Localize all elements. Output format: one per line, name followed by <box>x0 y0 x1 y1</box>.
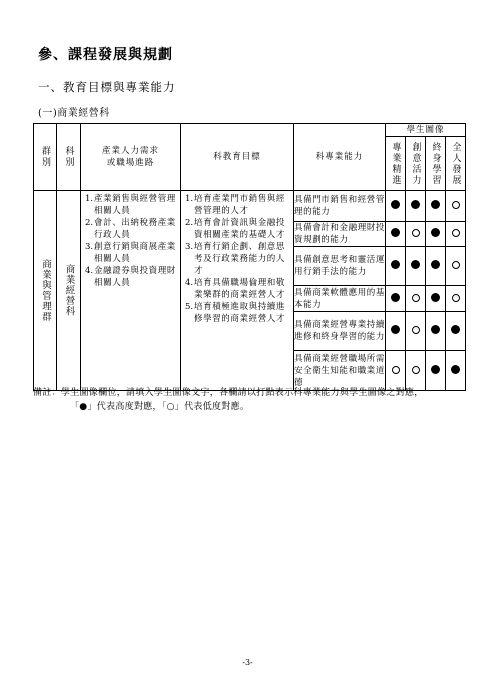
goal-item: 3. 培育行銷企劃、創意思考及行政業務能力的人才 <box>185 242 286 276</box>
filled-dot-icon <box>391 200 400 209</box>
image-mark <box>446 351 466 391</box>
subject-cell: 商業經營科 <box>57 191 81 391</box>
filled-dot-icon <box>431 200 440 209</box>
image-mark <box>426 286 446 312</box>
hollow-circle-icon <box>412 366 420 374</box>
header-image-col: 全人發展 <box>446 137 466 191</box>
image-mark <box>406 222 426 247</box>
filled-dot-icon <box>451 325 460 334</box>
filled-dot-icon <box>451 365 460 374</box>
image-mark <box>386 222 406 247</box>
filled-dot-icon <box>391 260 400 269</box>
goal-item: 4. 培育具備職場倫理和敬業樂群的商業經營人才 <box>185 278 286 300</box>
image-mark <box>386 351 406 391</box>
image-mark <box>406 191 426 222</box>
image-mark <box>446 247 466 286</box>
career-cell <box>81 191 181 391</box>
image-mark <box>426 351 446 391</box>
header-ability: 科專業能力 <box>294 124 386 191</box>
hollow-circle-icon <box>452 201 460 209</box>
career-item: 2. 會計、出納稅務產業行政人員 <box>85 218 176 240</box>
header-image-col: 創意活力 <box>406 137 426 191</box>
ability-cell: 具備會計和金融理財投資規劃的能力 <box>294 223 386 245</box>
section-heading: 參、課程發展與規劃 <box>38 47 173 63</box>
hollow-circle-icon <box>452 261 460 269</box>
ability-cell: 具備商業經營職場所需安全衛生知能和職業道德 <box>294 351 386 391</box>
filled-dot-icon <box>431 365 440 374</box>
header-student-image: 學生圖像 <box>386 124 466 137</box>
footnote-line-1: 備註：學生圖像欄位，請填入學生圖像文字，各欄請以打點表示科專業能力與學生圖像之對應， <box>33 388 424 398</box>
image-mark <box>386 247 406 286</box>
ability-cell: 具備商業經營專業持續進修和終身學習的能力 <box>294 312 386 351</box>
footnote-line-2: 「●」代表高度對應，「○」代表低度對應。 <box>70 402 250 412</box>
header-image-col: 專業精進 <box>386 137 406 191</box>
header-subject: 科別 <box>57 124 81 191</box>
image-mark <box>426 222 446 247</box>
filled-dot-icon <box>411 200 420 209</box>
group-cell: 商業與管理群 <box>34 191 57 391</box>
image-mark <box>386 191 406 222</box>
goals-cell <box>181 191 294 391</box>
header-career: 產業人力需求 或職場進路 <box>81 124 181 191</box>
goal-item: 1. 培育產業門市銷售與經營管理的人才 <box>185 194 286 216</box>
header-image-col: 終身學習 <box>426 137 446 191</box>
header-group: 群別 <box>34 124 57 191</box>
filled-dot-icon <box>431 293 440 302</box>
department-heading: (一)商業經營科 <box>38 108 110 119</box>
image-mark <box>386 312 406 351</box>
career-item: 3. 創意行銷與商展產業相關人員 <box>85 242 176 264</box>
hollow-circle-icon <box>452 294 460 302</box>
hollow-circle-icon <box>412 294 420 302</box>
filled-dot-icon <box>411 260 420 269</box>
filled-dot-icon <box>391 228 400 237</box>
image-mark <box>406 312 426 351</box>
ability-cell: 具備門市銷售和經營管理的能力 <box>294 191 386 222</box>
page-number: -3- <box>242 658 253 667</box>
ability-cell: 具備商業軟體應用的基本能力 <box>294 287 386 310</box>
hollow-circle-icon <box>412 326 420 334</box>
image-mark <box>406 286 426 312</box>
image-mark <box>446 286 466 312</box>
goal-item: 5. 培育積極進取與持續進修學習的商業經營人才 <box>185 302 286 324</box>
image-mark <box>426 312 446 351</box>
career-item: 4. 金融證券與投資理財相關人員 <box>85 266 176 288</box>
image-mark <box>446 222 466 247</box>
goal-item: 2. 培育會計資訊與金融投資相關產業的基礎人才 <box>185 218 286 240</box>
image-mark <box>426 191 446 222</box>
filled-dot-icon <box>391 325 400 334</box>
filled-dot-icon <box>431 325 440 334</box>
footnote <box>33 386 473 414</box>
image-mark <box>406 247 426 286</box>
hollow-circle-icon <box>452 229 460 237</box>
filled-dot-icon <box>431 260 440 269</box>
header-goals: 科教育目標 <box>181 124 294 191</box>
hollow-circle-icon <box>392 366 400 374</box>
ability-cell: 具備創意思考和靈活運用行銷手法的能力 <box>294 247 386 286</box>
hollow-circle-icon <box>412 229 420 237</box>
image-mark <box>446 191 466 222</box>
curriculum-table <box>33 123 466 391</box>
image-mark <box>426 247 446 286</box>
subsection-heading: 一、教育目標與專業能力 <box>38 80 176 94</box>
image-mark <box>446 312 466 351</box>
image-mark <box>386 286 406 312</box>
career-item: 1. 產業銷售與經營管理相關人員 <box>85 194 176 216</box>
filled-dot-icon <box>391 293 400 302</box>
image-mark <box>406 351 426 391</box>
filled-dot-icon <box>431 228 440 237</box>
